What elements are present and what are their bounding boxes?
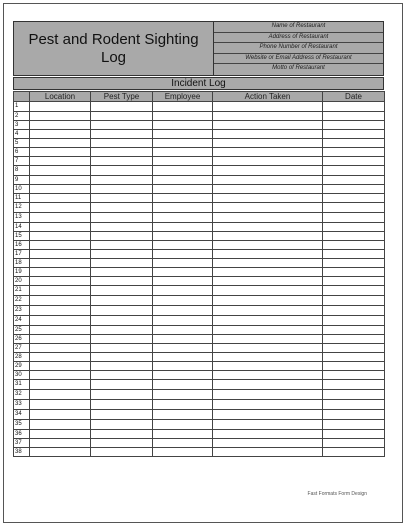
location-cell[interactable] [30,166,91,176]
employee-cell[interactable] [153,326,213,335]
table-row [14,194,385,203]
location-cell[interactable] [30,400,91,410]
employee-cell[interactable] [153,112,213,121]
row-number: 5 [14,139,30,148]
pest-type-cell[interactable] [91,390,153,400]
action-taken-cell[interactable] [213,139,323,148]
location-cell[interactable] [30,121,91,130]
location-cell[interactable] [30,296,91,306]
employee-cell[interactable] [153,344,213,353]
form-header [13,21,384,76]
table-row [14,400,385,410]
date-cell[interactable] [323,326,385,335]
row-number: 16 [14,241,30,250]
location-cell[interactable] [30,223,91,232]
row-number: 27 [14,344,30,353]
table-row [14,335,385,344]
location-cell[interactable] [30,316,91,326]
pest-type-cell[interactable] [91,185,153,194]
pest-type-cell[interactable] [91,194,153,203]
pest-type-cell[interactable] [91,148,153,157]
table-row [14,410,385,420]
action-taken-cell[interactable] [213,448,323,457]
table-row [14,306,385,316]
employee-cell[interactable] [153,102,213,112]
column-header-number [14,92,30,102]
location-cell[interactable] [30,102,91,112]
pest-type-cell[interactable] [91,400,153,410]
employee-cell[interactable] [153,121,213,130]
table-row [14,166,385,176]
table-row [14,139,385,148]
action-taken-cell[interactable] [213,439,323,448]
row-number: 20 [14,277,30,286]
location-cell[interactable] [30,380,91,390]
pest-type-cell[interactable] [91,430,153,439]
column-header-date: Date [323,92,385,102]
pest-type-cell[interactable] [91,213,153,223]
employee-cell[interactable] [153,371,213,380]
employee-cell[interactable] [153,286,213,296]
pest-type-cell[interactable] [91,203,153,213]
table-row [14,371,385,380]
action-taken-cell[interactable] [213,157,323,166]
table-row [14,148,385,157]
table-row [14,316,385,326]
row-number: 7 [14,157,30,166]
date-cell[interactable] [323,268,385,277]
column-header-action-taken: Action Taken [213,92,323,102]
table-row [14,250,385,259]
table-row [14,277,385,286]
row-number: 31 [14,380,30,390]
table-row [14,157,385,166]
action-taken-cell[interactable] [213,259,323,268]
pest-type-cell[interactable] [91,316,153,326]
employee-cell[interactable] [153,185,213,194]
date-cell[interactable] [323,232,385,241]
employee-cell[interactable] [153,259,213,268]
location-cell[interactable] [30,148,91,157]
action-taken-cell[interactable] [213,185,323,194]
row-number: 4 [14,130,30,139]
location-cell[interactable] [30,448,91,457]
pest-type-cell[interactable] [91,306,153,316]
table-row [14,344,385,353]
date-cell[interactable] [323,277,385,286]
employee-cell[interactable] [153,148,213,157]
action-taken-cell[interactable] [213,335,323,344]
action-taken-cell[interactable] [213,194,323,203]
table-row [14,286,385,296]
employee-cell[interactable] [153,130,213,139]
location-cell[interactable] [30,176,91,185]
row-number: 35 [14,420,30,430]
employee-cell[interactable] [153,448,213,457]
employee-cell[interactable] [153,176,213,185]
date-cell[interactable] [323,448,385,457]
table-row [14,326,385,335]
pest-type-cell[interactable] [91,326,153,335]
table-row [14,430,385,439]
pest-type-cell[interactable] [91,166,153,176]
date-cell[interactable] [323,439,385,448]
date-cell[interactable] [323,112,385,121]
table-row [14,448,385,457]
employee-cell[interactable] [153,430,213,439]
date-cell[interactable] [323,241,385,250]
table-row [14,268,385,277]
table-row [14,390,385,400]
location-cell[interactable] [30,371,91,380]
date-cell[interactable] [323,344,385,353]
pest-type-cell[interactable] [91,223,153,232]
action-taken-cell[interactable] [213,203,323,213]
pest-type-cell[interactable] [91,420,153,430]
pest-type-cell[interactable] [91,102,153,112]
row-number: 25 [14,326,30,335]
action-taken-cell[interactable] [213,268,323,277]
action-taken-cell[interactable] [213,223,323,232]
date-cell[interactable] [323,430,385,439]
column-header-pest-type: Pest Type [91,92,153,102]
incident-log-heading: Incident Log [13,77,384,90]
table-row [14,259,385,268]
date-cell[interactable] [323,223,385,232]
row-number: 33 [14,400,30,410]
date-cell[interactable] [323,296,385,306]
footer-credit: Fast Formats Form Design [307,491,367,497]
row-number: 19 [14,268,30,277]
row-number: 2 [14,112,30,121]
info-field-name[interactable]: Name of Restaurant [214,22,383,33]
location-cell[interactable] [30,306,91,316]
employee-cell[interactable] [153,250,213,259]
pest-type-cell[interactable] [91,448,153,457]
date-cell[interactable] [323,306,385,316]
pest-type-cell[interactable] [91,362,153,371]
location-cell[interactable] [30,277,91,286]
row-number: 26 [14,335,30,344]
table-row [14,241,385,250]
row-number: 30 [14,371,30,380]
location-cell[interactable] [30,157,91,166]
date-cell[interactable] [323,203,385,213]
action-taken-cell[interactable] [213,121,323,130]
pest-type-cell[interactable] [91,268,153,277]
date-cell[interactable] [323,166,385,176]
employee-cell[interactable] [153,139,213,148]
pest-type-cell[interactable] [91,277,153,286]
pest-type-cell[interactable] [91,296,153,306]
date-cell[interactable] [323,102,385,112]
row-number: 12 [14,203,30,213]
row-number: 29 [14,362,30,371]
row-number: 34 [14,410,30,420]
action-taken-cell[interactable] [213,102,323,112]
row-number: 6 [14,148,30,157]
employee-cell[interactable] [153,390,213,400]
pest-type-cell[interactable] [91,157,153,166]
employee-cell[interactable] [153,157,213,166]
employee-cell[interactable] [153,194,213,203]
location-cell[interactable] [30,344,91,353]
date-cell[interactable] [323,410,385,420]
location-cell[interactable] [30,362,91,371]
pest-type-cell[interactable] [91,121,153,130]
pest-type-cell[interactable] [91,410,153,420]
location-cell[interactable] [30,185,91,194]
date-cell[interactable] [323,176,385,185]
action-taken-cell[interactable] [213,232,323,241]
action-taken-cell[interactable] [213,371,323,380]
location-cell[interactable] [30,326,91,335]
date-cell[interactable] [323,250,385,259]
date-cell[interactable] [323,139,385,148]
date-cell[interactable] [323,400,385,410]
row-number: 9 [14,176,30,185]
row-number: 37 [14,439,30,448]
action-taken-cell[interactable] [213,306,323,316]
row-number: 36 [14,430,30,439]
location-cell[interactable] [30,410,91,420]
date-cell[interactable] [323,259,385,268]
row-number: 24 [14,316,30,326]
action-taken-cell[interactable] [213,112,323,121]
table-row [14,353,385,362]
action-taken-cell[interactable] [213,326,323,335]
date-cell[interactable] [323,353,385,362]
log-header-row [14,92,385,102]
date-cell[interactable] [323,380,385,390]
date-cell[interactable] [323,286,385,296]
row-number: 13 [14,213,30,223]
employee-cell[interactable] [153,277,213,286]
pest-type-cell[interactable] [91,371,153,380]
pest-type-cell[interactable] [91,139,153,148]
pest-type-cell[interactable] [91,259,153,268]
row-number: 1 [14,102,30,112]
date-cell[interactable] [323,157,385,166]
employee-cell[interactable] [153,316,213,326]
action-taken-cell[interactable] [213,296,323,306]
location-cell[interactable] [30,268,91,277]
action-taken-cell[interactable] [213,316,323,326]
employee-cell[interactable] [153,362,213,371]
employee-cell[interactable] [153,380,213,390]
table-row [14,296,385,306]
pest-type-cell[interactable] [91,176,153,185]
date-cell[interactable] [323,148,385,157]
location-cell[interactable] [30,139,91,148]
table-row [14,176,385,185]
pest-type-cell[interactable] [91,232,153,241]
table-row [14,112,385,121]
employee-cell[interactable] [153,232,213,241]
location-cell[interactable] [30,194,91,203]
row-number: 18 [14,259,30,268]
action-taken-cell[interactable] [213,148,323,157]
employee-cell[interactable] [153,439,213,448]
restaurant-info-fields [214,22,383,75]
employee-cell[interactable] [153,353,213,362]
action-taken-cell[interactable] [213,166,323,176]
employee-cell[interactable] [153,203,213,213]
info-field-motto[interactable]: Motto of Restaurant [272,65,325,72]
row-number: 28 [14,353,30,362]
row-number: 11 [14,194,30,203]
employee-cell[interactable] [153,213,213,223]
date-cell[interactable] [323,130,385,139]
action-taken-cell[interactable] [213,420,323,430]
table-row [14,203,385,213]
action-taken-cell[interactable] [213,213,323,223]
location-cell[interactable] [30,250,91,259]
action-taken-cell[interactable] [213,344,323,353]
date-cell[interactable] [323,420,385,430]
table-row [14,102,385,112]
incident-log-table [13,91,385,457]
date-cell[interactable] [323,213,385,223]
location-cell[interactable] [30,335,91,344]
pest-type-cell[interactable] [91,130,153,139]
employee-cell[interactable] [153,166,213,176]
date-cell[interactable] [323,185,385,194]
action-taken-cell[interactable] [213,362,323,371]
action-taken-cell[interactable] [213,400,323,410]
date-cell[interactable] [323,335,385,344]
location-cell[interactable] [30,353,91,362]
row-number: 21 [14,286,30,296]
location-cell[interactable] [30,420,91,430]
location-cell[interactable] [30,213,91,223]
date-cell[interactable] [323,362,385,371]
row-number: 38 [14,448,30,457]
row-number: 14 [14,223,30,232]
table-row [14,223,385,232]
date-cell[interactable] [323,390,385,400]
table-row [14,130,385,139]
action-taken-cell[interactable] [213,241,323,250]
pest-type-cell[interactable] [91,112,153,121]
table-row [14,185,385,194]
pest-type-cell[interactable] [91,439,153,448]
info-field-address[interactable]: Address of Restaurant [214,33,383,44]
row-number: 32 [14,390,30,400]
form-title-line1: Pest and Rodent Sighting [28,30,199,48]
table-row [14,420,385,430]
pest-type-cell[interactable] [91,286,153,296]
date-cell[interactable] [323,371,385,380]
action-taken-cell[interactable] [213,250,323,259]
action-taken-cell[interactable] [213,130,323,139]
action-taken-cell[interactable] [213,430,323,439]
action-taken-cell[interactable] [213,380,323,390]
row-number: 17 [14,250,30,259]
action-taken-cell[interactable] [213,410,323,420]
location-cell[interactable] [30,232,91,241]
action-taken-cell[interactable] [213,390,323,400]
employee-cell[interactable] [153,410,213,420]
row-number: 8 [14,166,30,176]
date-cell[interactable] [323,194,385,203]
action-taken-cell[interactable] [213,286,323,296]
employee-cell[interactable] [153,268,213,277]
column-header-location: Location [30,92,91,102]
location-cell[interactable] [30,203,91,213]
column-header-employee: Employee [153,92,213,102]
pest-type-cell[interactable] [91,335,153,344]
table-row [14,213,385,223]
date-cell[interactable] [323,316,385,326]
employee-cell[interactable] [153,223,213,232]
location-cell[interactable] [30,241,91,250]
employee-cell[interactable] [153,296,213,306]
location-cell[interactable] [30,112,91,121]
table-row [14,380,385,390]
row-number: 3 [14,121,30,130]
form-title [14,22,214,75]
table-row [14,232,385,241]
pest-type-cell[interactable] [91,380,153,390]
row-number: 15 [14,232,30,241]
row-number: 23 [14,306,30,316]
location-cell[interactable] [30,439,91,448]
employee-cell[interactable] [153,241,213,250]
info-field-phone[interactable]: Phone Number of Restaurant [214,43,383,54]
location-cell[interactable] [30,390,91,400]
employee-cell[interactable] [153,420,213,430]
row-number: 10 [14,185,30,194]
location-cell[interactable] [30,286,91,296]
table-row [14,121,385,130]
employee-cell[interactable] [153,400,213,410]
form-title-line2: Log [100,48,127,66]
row-number: 22 [14,296,30,306]
location-cell[interactable] [30,430,91,439]
employee-cell[interactable] [153,306,213,316]
pest-type-cell[interactable] [91,344,153,353]
table-row [14,362,385,371]
pest-type-cell[interactable] [91,353,153,362]
location-cell[interactable] [30,259,91,268]
table-row [14,439,385,448]
action-taken-cell[interactable] [213,277,323,286]
employee-cell[interactable] [153,335,213,344]
date-cell[interactable] [323,121,385,130]
pest-type-cell[interactable] [91,241,153,250]
action-taken-cell[interactable] [213,176,323,185]
action-taken-cell[interactable] [213,353,323,362]
location-cell[interactable] [30,130,91,139]
pest-type-cell[interactable] [91,250,153,259]
info-field-website[interactable]: Website or Email Address of Restaurant [214,54,383,65]
